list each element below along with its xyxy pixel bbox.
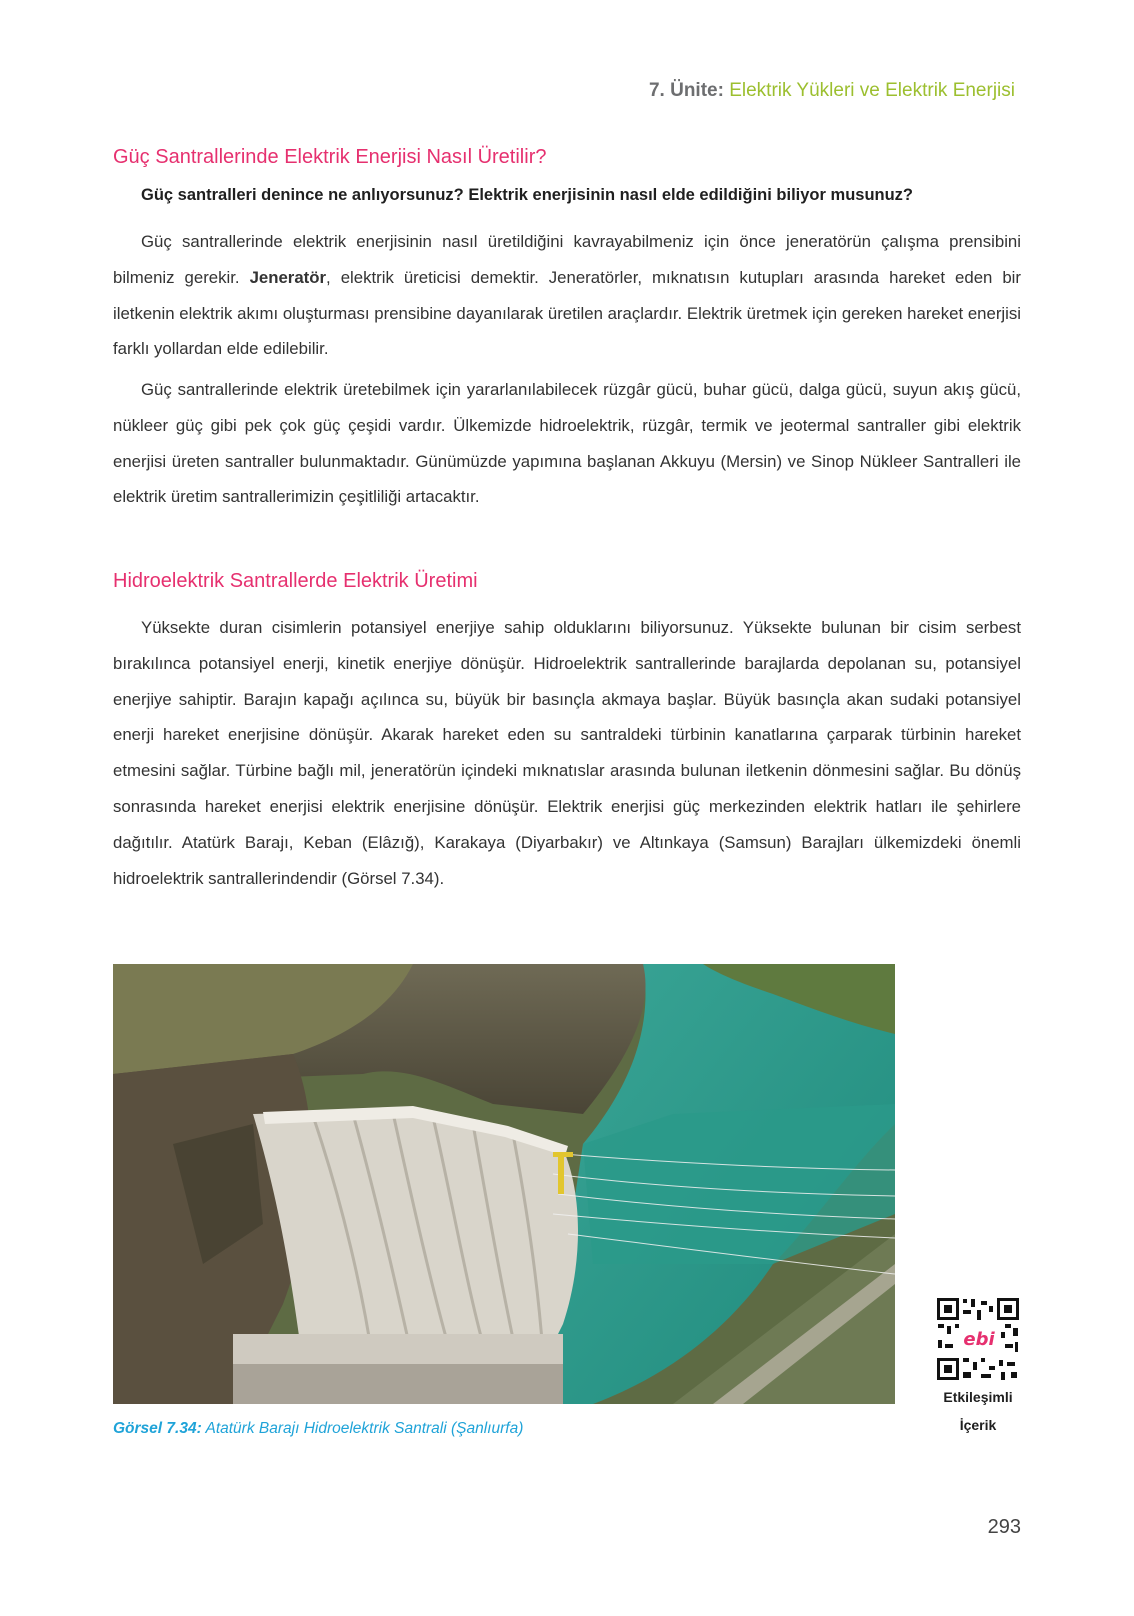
caption-text: Atatürk Barajı Hidroelektrik Santrali (Şanlıurfa): [205, 1420, 524, 1437]
qr-label-line2: İçerik: [959, 1417, 997, 1433]
intro-question: Güç santralleri denince ne anlıyorsunuz? Elektrik enerjisinin nasıl elde edildiğini biliyor musunuz?: [141, 186, 914, 204]
paragraph-hydroelectric: Yüksekte duran cisimlerin potansiyel enerjiye sahip olduklarını biliyorsunuz. Yüksekte bulunan bir cisim serbest bırakılınca potansiyel enerji, kinetik enerjiye dönüşür. Hidroelektrik santrallerinde barajlarda depolanan su, potansiyel enerjiye sahiptir. Barajın kapağı açılınca su, büyük bir basınçla akmaya başlar. Büyük basınçla akan sudaki potansiyel enerji hareket enerjisine dönüşür. Akarak hareket eden su santraldeki türbinin kanatlarına çarparak türbinin hareket etmesini sağlar. Türbine bağlı mil, jeneratörün içindeki mıknatıslar arasında bulunan iletkenin dönmesini sağlar. Bu dönüş sonrasında hareket enerjisi elektrik enerjisine dönüşür. Elektrik enerjisi güç merkezinden elektrik hatları ile şehirlere dağıtılır. Atatürk Barajı, Keban (Elâzığ), Karakaya (Diyarbakır) ve Altınkaya (Samsun) Barajları ülkemizdeki önemli hidroelektrik santrallerindendir (Görsel 7.34).: [113, 618, 1021, 888]
running-head: [649, 80, 1015, 102]
dam-illustration: [113, 964, 895, 1404]
qr-label-line1: Etkileşimli: [943, 1389, 1013, 1405]
qr-logo-text: ebi: [963, 1329, 995, 1350]
paragraph-generator: [113, 224, 1021, 367]
dam-photo: [113, 964, 895, 1404]
figure-caption: [113, 1420, 523, 1438]
unit-number: 7. Ünite:: [648, 80, 724, 101]
section-title-power-plants: Güç Santrallerinde Elektrik Enerjisi Nasıl Üretilir?: [113, 146, 547, 168]
paragraph-text: Güç santrallerinde elektrik enerjisinin nasıl üretildiğini kavrayabilmeniz için önce jeneratörün çalışma prensibini bilmeniz gerekir.: [113, 232, 1021, 287]
page-number: 293: [987, 1516, 1021, 1538]
section-title-hydroelectric: Hidroelektrik Santrallerde Elektrik Üretimi: [113, 570, 478, 592]
bold-term-generator: Jeneratör: [249, 267, 327, 287]
caption-label: Görsel 7.34:: [113, 1420, 202, 1437]
paragraph-text: , elektrik üreticisi demektir. Jeneratörler, mıknatısın kutupları arasında hareket eden bir iletkenin elektrik akımı oluşturması prensibine dayanılarak üretilen araçlardır. Elektrik üretmek için gereken hareket enerjisi farklı yollardan elde edilebilir.: [113, 267, 1021, 359]
qr-code-icon: [935, 1296, 1021, 1382]
qr-code[interactable]: [935, 1296, 1021, 1382]
unit-title: Elektrik Yükleri ve Elektrik Enerjisi: [729, 80, 1015, 101]
paragraph-power-types: Güç santrallerinde elektrik üretebilmek için yararlanılabilecek rüzgâr gücü, buhar gücü, dalga gücü, suyun akış gücü, nükleer güç gibi pek çok güç çeşidi vardır. Ülkemizde hidroelektrik, rüzgâr, termik ve jeotermal santraller gibi elektrik enerjisi üreten santraller bulunmaktadır. Günümüzde yapımına başlanan Akkuyu (Mersin) ve Sinop Nükleer Santralleri ile elektrik üretim santrallerimizin çeşitliliği artacaktır.: [113, 380, 1021, 507]
